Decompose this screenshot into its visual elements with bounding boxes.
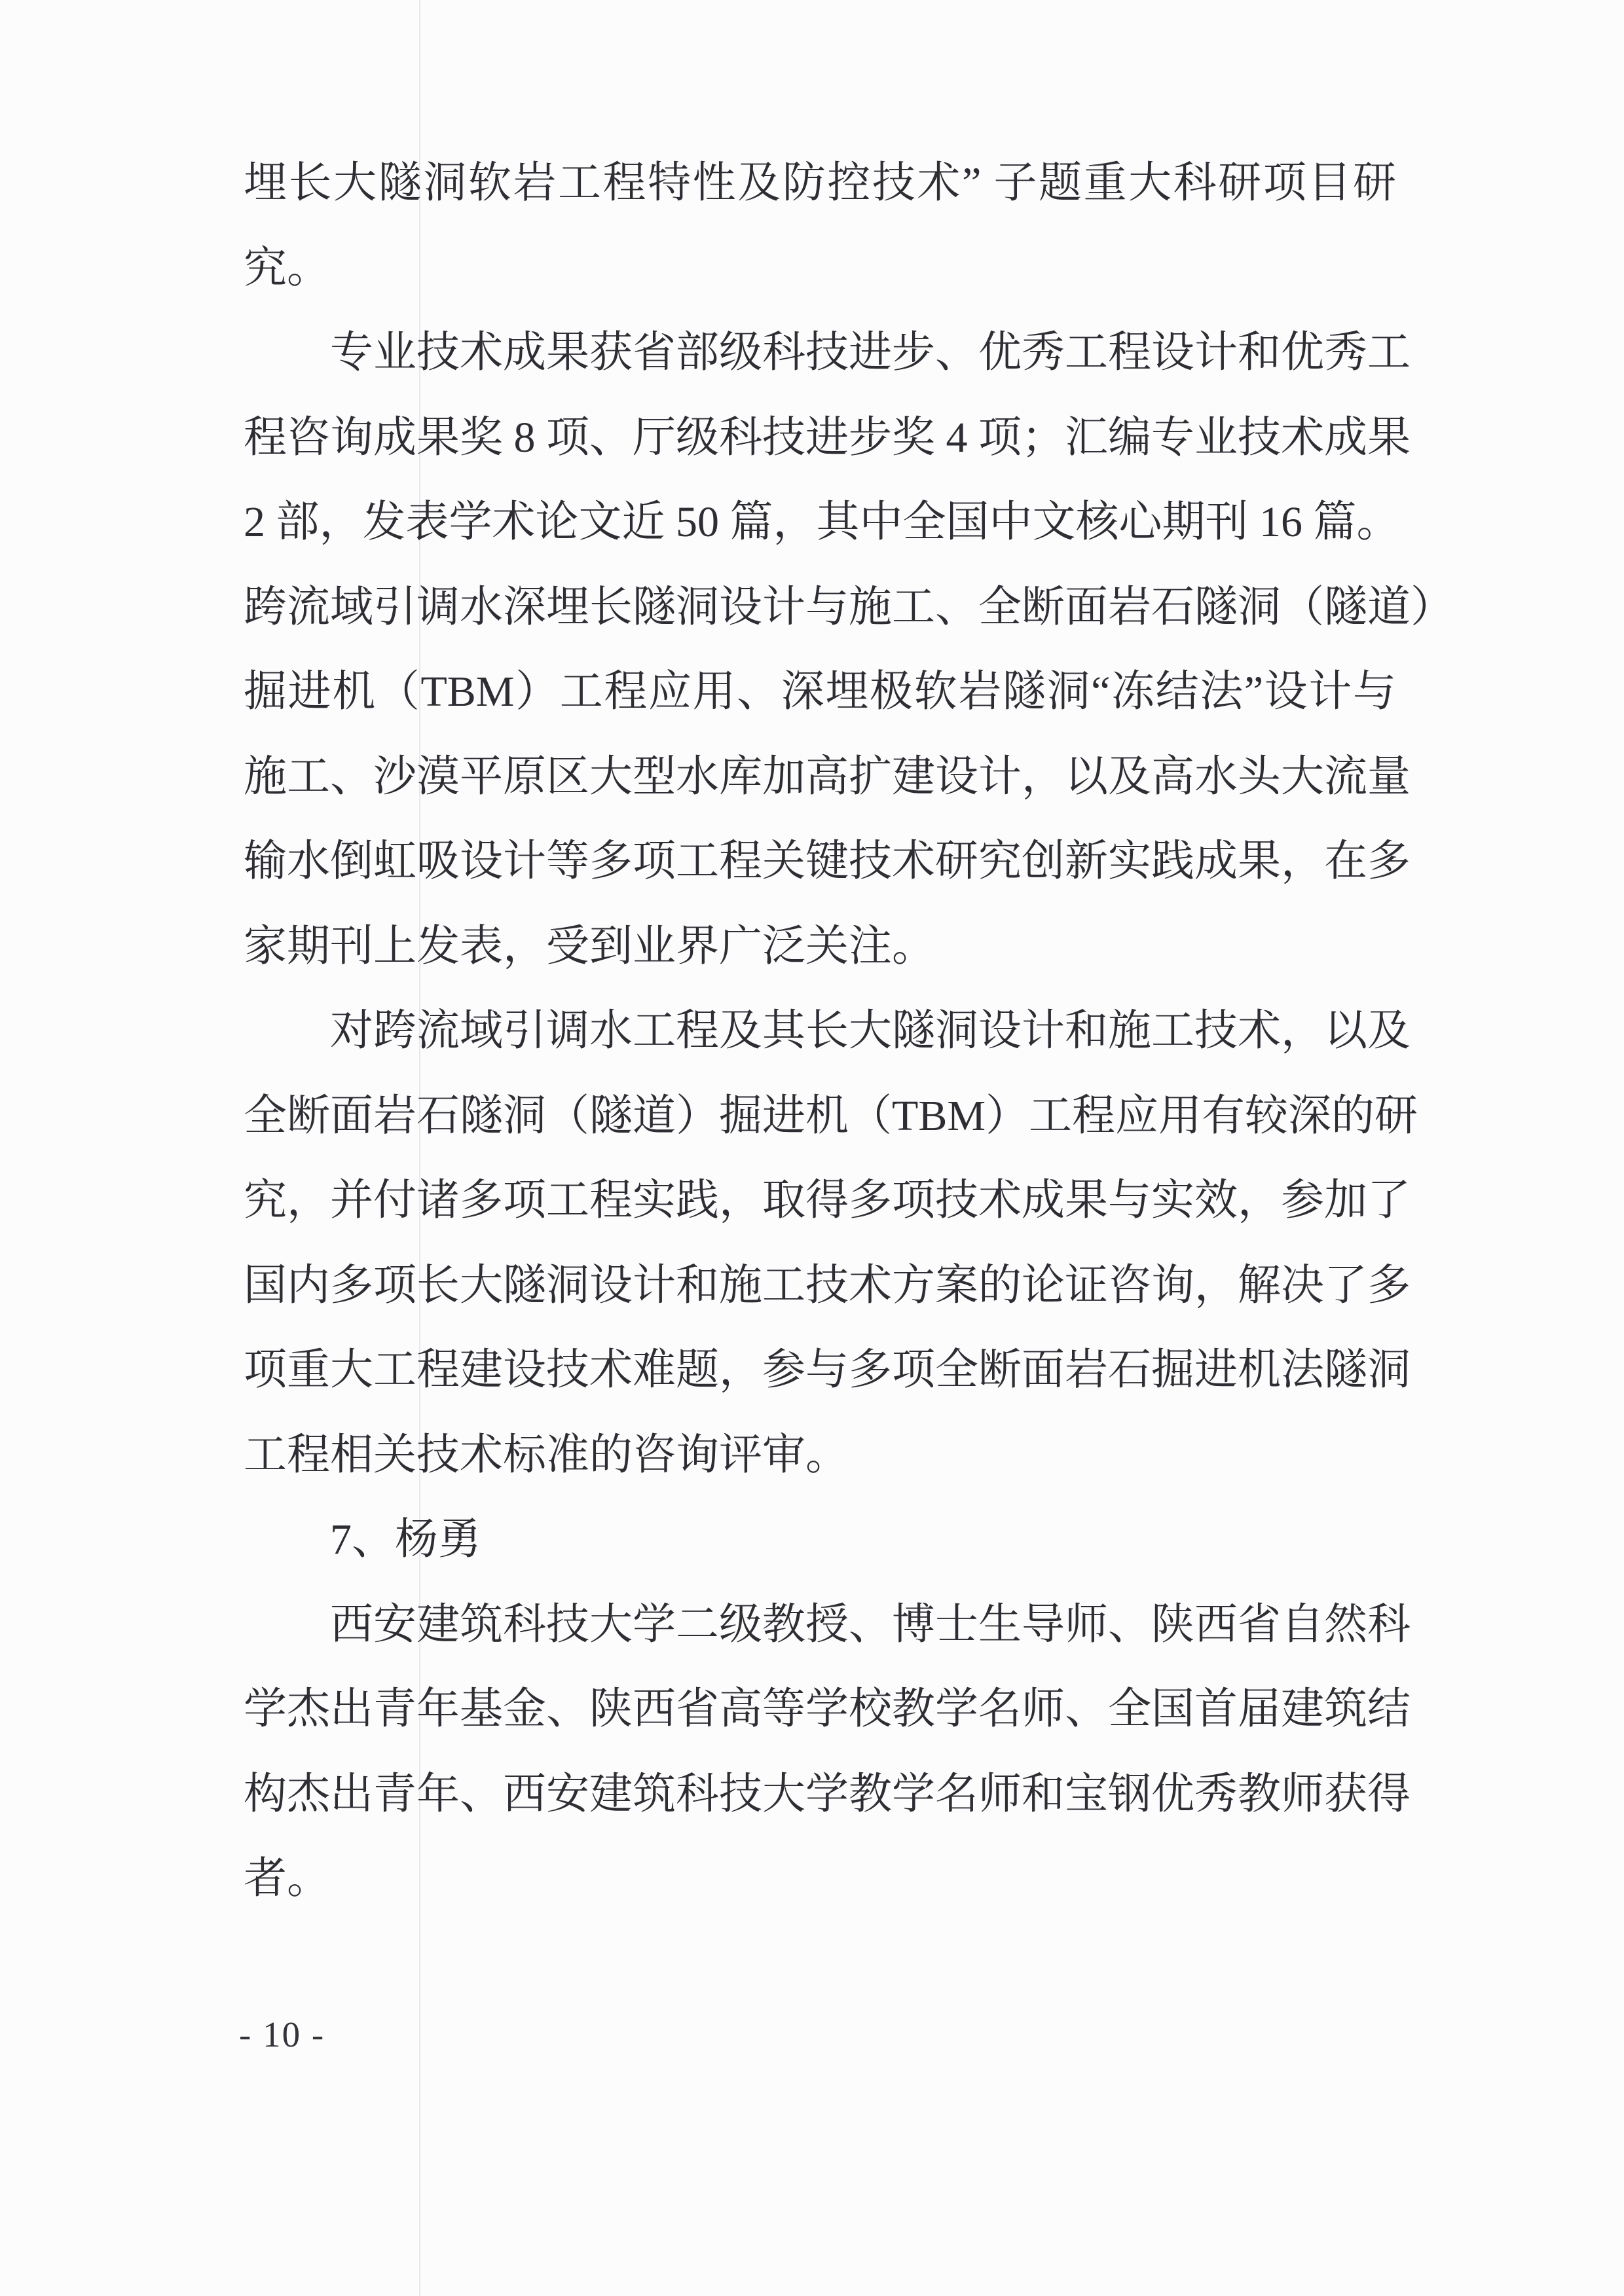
text-line: 国内多项长大隧洞设计和施工技术方案的论证咨询，解决了多 [244, 1261, 1411, 1309]
body-text-block [244, 141, 1454, 1922]
text-line: 专业技术成果获省部级科技进步、优秀工程设计和优秀工 [330, 329, 1411, 376]
text-line: 构杰出青年、西安建筑科技大学教学名师和宝钢优秀教师获得 [244, 1770, 1411, 1818]
text-line: 家期刊上发表，受到业界广泛关注。 [244, 922, 935, 970]
text-line: 掘进机（TBM）工程应用、深埋极软岩隧洞“冻结法”设计与 [244, 668, 1396, 716]
text-line: 西安建筑科技大学二级教授、博士生导师、陕西省自然科 [330, 1600, 1411, 1649]
text-line: 究，并付诸多项工程实践，取得多项技术成果与实效，参加了 [244, 1176, 1411, 1224]
text-line: 施工、沙漠平原区大型水库加高扩建设计，以及高水头大流量 [244, 752, 1411, 801]
page-number: - 10 - [239, 2014, 325, 2054]
text-line: 项重大工程建设技术难题，参与多项全断面岩石掘进机法隧洞 [244, 1346, 1411, 1394]
text-line: 程咨询成果奖 8 项、厅级科技进步奖 4 项；汇编专业技术成果 [244, 413, 1411, 462]
text-line: 输水倒虹吸设计等多项工程关键技术研究创新实践成果，在多 [244, 837, 1411, 885]
text-line: 学杰出青年基金、陕西省高等学校教学名师、全国首届建筑结 [244, 1685, 1411, 1733]
text-line: 者。 [244, 1855, 330, 1903]
text-line: 对跨流域引调水工程及其长大隧洞设计和施工技术，以及 [330, 1007, 1411, 1055]
text-line: 跨流域引调水深埋长隧洞设计与施工、全断面岩石隧洞（隧道） [244, 583, 1454, 631]
text-line: 全断面岩石隧洞（隧道）掘进机（TBM）工程应用有较深的研 [244, 1091, 1418, 1140]
text-line: 7、杨勇 [330, 1516, 481, 1563]
text-line: 2 部，发表学术论文近 50 篇，其中全国中文核心期刊 16 篇。 [244, 498, 1400, 546]
text-line: 工程相关技术标准的咨询评审。 [244, 1430, 849, 1479]
text-line: 究。 [244, 244, 330, 292]
text-line: 埋长大隧洞软岩工程特性及防控技术” 子题重大科研项目研 [244, 159, 1396, 207]
